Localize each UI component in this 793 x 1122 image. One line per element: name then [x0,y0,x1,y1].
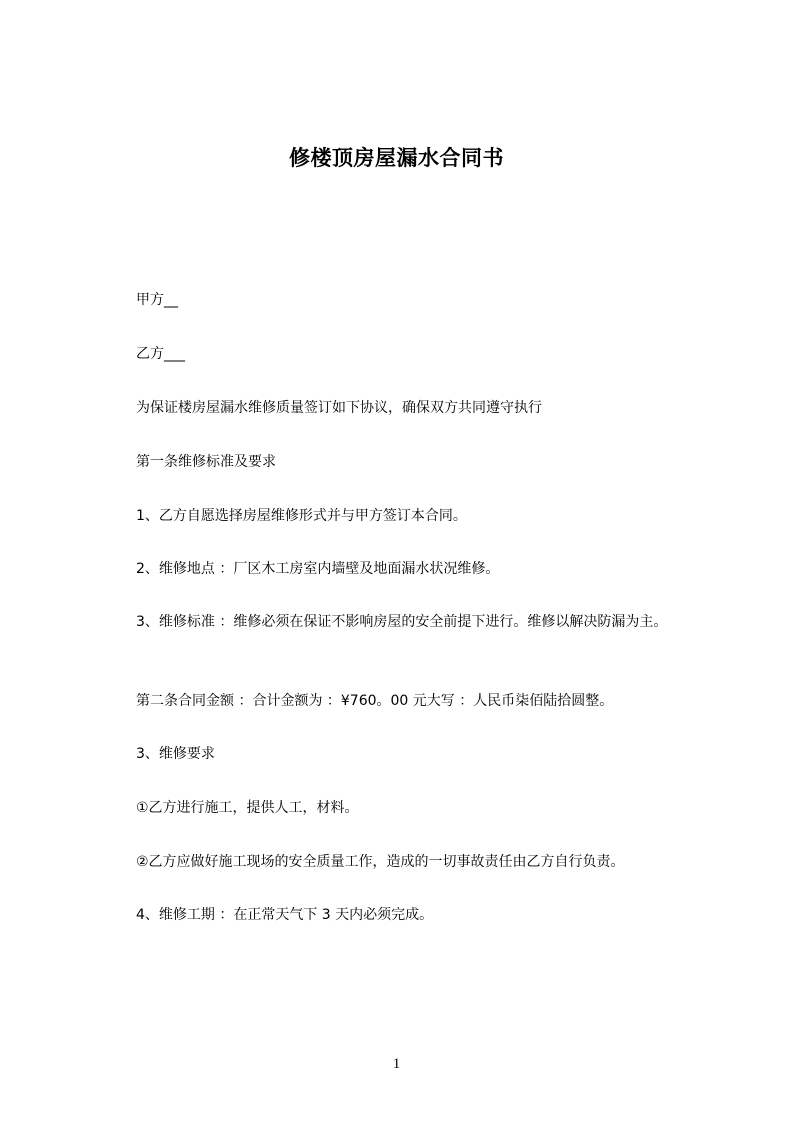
agreement-intro: 为保证楼房屋漏水维修质量签订如下协议，确保双方共同遵守执行 [136,400,542,416]
article-one-heading: 第一条维修标准及要求 [136,454,276,470]
party-b-line: 乙方___ [136,346,185,362]
party-a-line: 甲方__ [136,292,178,308]
clause-3-standard: 3、维修标准 ：维修必须在保证不影响房屋的安全前提下进行。维修以解决防漏为主。 [136,614,668,630]
article-two-amount: 第二条合同金额 ：合计金额为 ：¥760。00 元大写 ：人民币柒佰陆拾圆整。 [136,693,614,709]
document-title: 修楼顶房屋漏水合同书 [289,146,504,170]
requirement-item-1: ①乙方进行施工，提供人工，材料。 [136,800,359,816]
page-number: 1 [392,1056,401,1072]
clause-2-location: 2、维修地点 ：厂区木工房室内墙壁及地面漏水状况维修。 [136,561,500,577]
requirement-item-2: ②乙方应做好施工现场的安全质量工作，造成的一切事故责任由乙方自行负责。 [136,854,625,870]
clause-3-requirements: 3、维修要求 [136,746,215,762]
clause-1: 1、乙方自愿选择房屋维修形式并与甲方签订本合同。 [136,508,467,524]
clause-4-duration: 4、维修工期 ：在正常天气下 3 天内必须完成。 [136,907,434,923]
